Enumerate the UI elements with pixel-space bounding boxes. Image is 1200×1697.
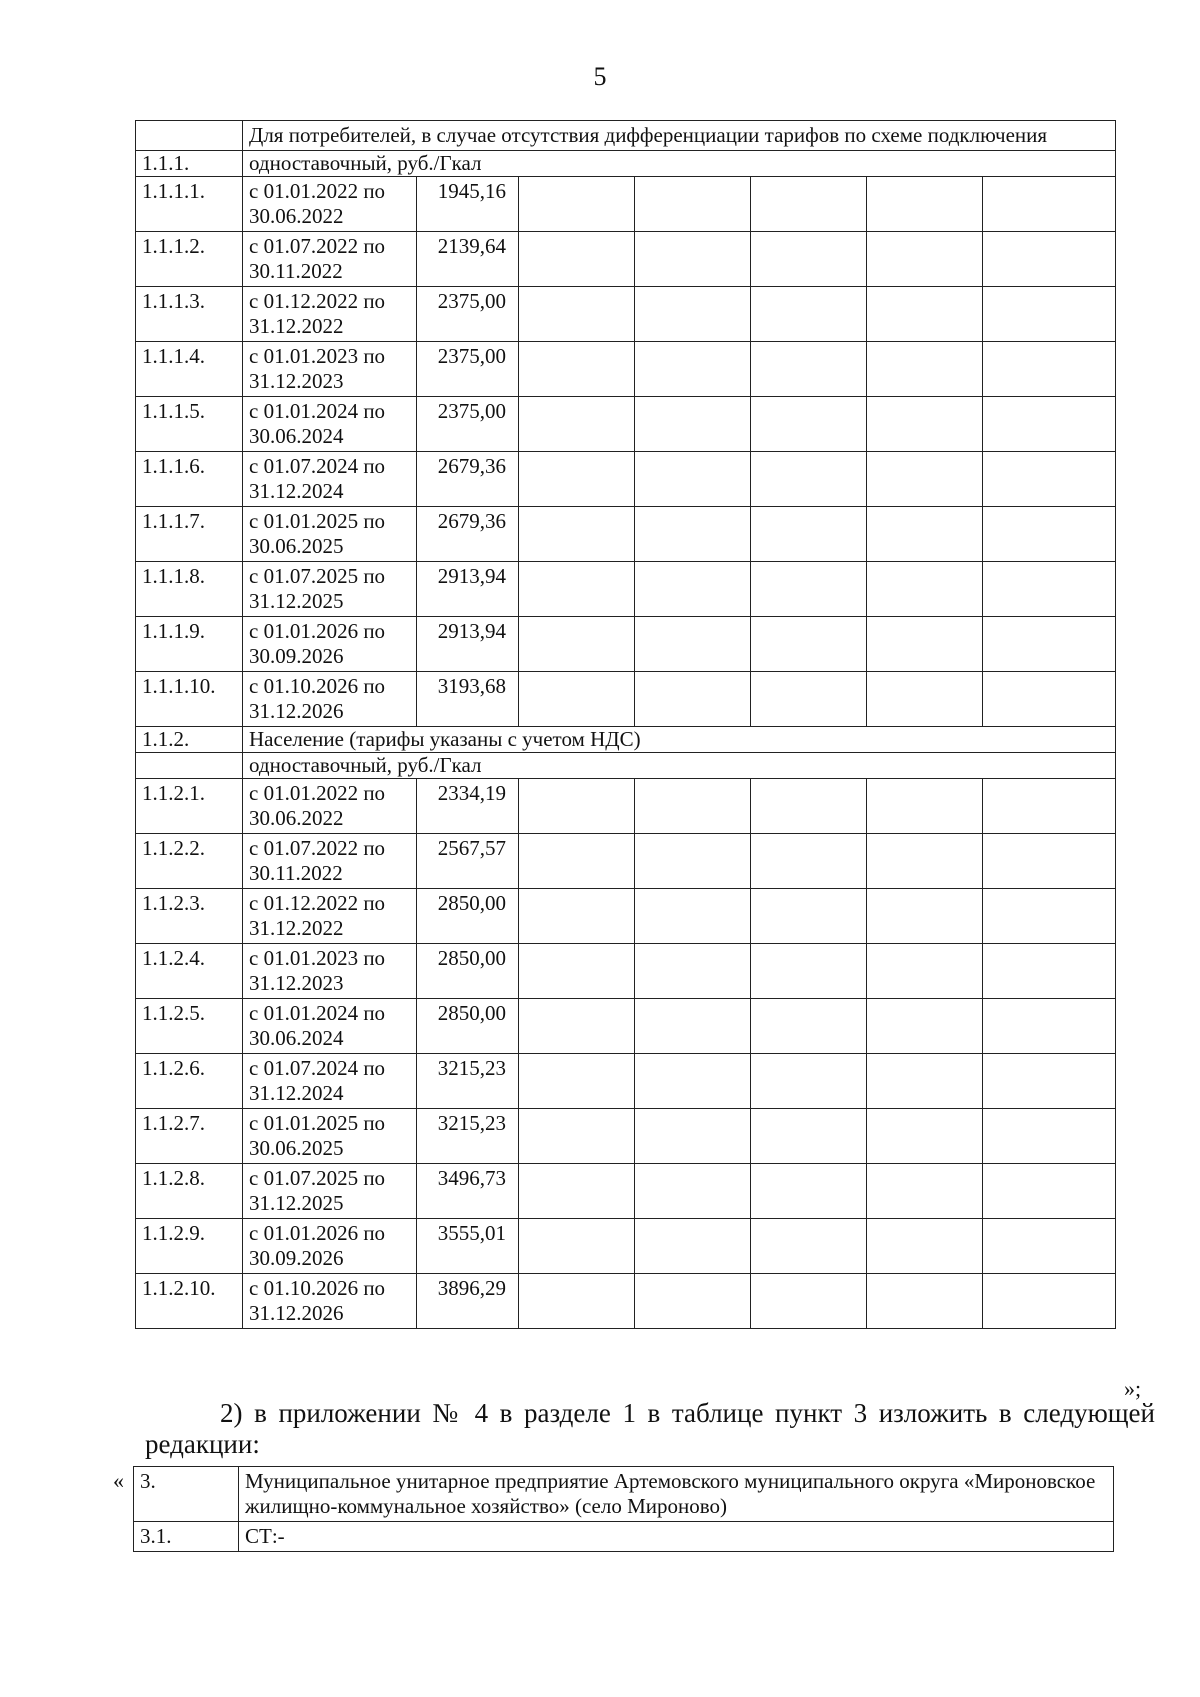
row-label: одноставочный, руб./Гкал	[243, 753, 1116, 779]
table-row	[136, 999, 1116, 1054]
row-value: 3215,23	[417, 1109, 519, 1164]
row-value: 2679,36	[417, 507, 519, 562]
empty-cell	[983, 834, 1116, 889]
empty-cell	[635, 889, 751, 944]
row-code: 1.1.2.8.	[136, 1164, 243, 1219]
empty-cell	[751, 999, 867, 1054]
row-value: 3193,68	[417, 672, 519, 727]
empty-cell	[983, 889, 1116, 944]
row-period: с 01.10.2026 по 31.12.2026	[243, 672, 417, 727]
row-value: 3215,23	[417, 1054, 519, 1109]
row-period: с 01.07.2024 по 31.12.2024	[243, 452, 417, 507]
organization-table-body	[134, 1467, 1114, 1552]
empty-cell	[751, 672, 867, 727]
empty-cell	[867, 507, 983, 562]
row-period: с 01.10.2026 по 31.12.2026	[243, 1274, 417, 1329]
table-row	[136, 1219, 1116, 1274]
empty-cell	[519, 779, 635, 834]
row-value: 1945,16	[417, 177, 519, 232]
empty-cell	[519, 562, 635, 617]
empty-cell	[519, 1054, 635, 1109]
empty-cell	[635, 1219, 751, 1274]
empty-cell	[751, 1054, 867, 1109]
organization-table	[133, 1466, 1114, 1552]
empty-cell	[519, 617, 635, 672]
empty-cell	[635, 562, 751, 617]
row-period: с 01.12.2022 по 31.12.2022	[243, 287, 417, 342]
row-code: 1.1.1.8.	[136, 562, 243, 617]
opening-quote: «	[113, 1468, 124, 1493]
empty-cell	[635, 944, 751, 999]
empty-cell	[635, 177, 751, 232]
row-code: 1.1.2.4.	[136, 944, 243, 999]
row-code: 1.1.1.9.	[136, 617, 243, 672]
empty-cell	[983, 452, 1116, 507]
row-period: с 01.01.2023 по 31.12.2023	[243, 944, 417, 999]
empty-cell	[635, 507, 751, 562]
org-code: 3.1.	[134, 1522, 239, 1552]
tariff-table	[135, 120, 1116, 1329]
row-period: с 01.12.2022 по 31.12.2022	[243, 889, 417, 944]
table-row	[136, 672, 1116, 727]
row-period: с 01.01.2022 по 30.06.2022	[243, 177, 417, 232]
row-value: 2375,00	[417, 287, 519, 342]
row-code: 1.1.1.2.	[136, 232, 243, 287]
table-row	[136, 617, 1116, 672]
empty-cell	[867, 617, 983, 672]
empty-cell	[635, 672, 751, 727]
empty-cell	[635, 232, 751, 287]
row-value: 2913,94	[417, 562, 519, 617]
empty-cell	[751, 1109, 867, 1164]
empty-cell	[635, 1164, 751, 1219]
empty-cell	[519, 452, 635, 507]
page-number: 5	[593, 62, 607, 91]
empty-cell	[635, 999, 751, 1054]
row-value: 2375,00	[417, 397, 519, 452]
row-value: 2850,00	[417, 944, 519, 999]
empty-cell	[867, 287, 983, 342]
row-value: 2375,00	[417, 342, 519, 397]
row-code: 1.1.2.3.	[136, 889, 243, 944]
row-code: 1.1.1.10.	[136, 672, 243, 727]
empty-cell	[751, 177, 867, 232]
empty-cell	[751, 562, 867, 617]
empty-cell	[635, 834, 751, 889]
empty-cell	[519, 1219, 635, 1274]
empty-cell	[983, 177, 1116, 232]
row-period: с 01.07.2024 по 31.12.2024	[243, 1054, 417, 1109]
empty-cell	[519, 397, 635, 452]
empty-cell	[867, 342, 983, 397]
empty-cell	[983, 617, 1116, 672]
row-code: 1.1.1.3.	[136, 287, 243, 342]
empty-cell	[983, 1219, 1116, 1274]
section-row	[136, 151, 1116, 177]
table-row	[136, 177, 1116, 232]
row-code: 1.1.1.4.	[136, 342, 243, 397]
empty-cell	[635, 1274, 751, 1329]
empty-cell	[867, 177, 983, 232]
table-row	[136, 507, 1116, 562]
table-row	[136, 232, 1116, 287]
empty-cell	[635, 1109, 751, 1164]
row-value: 3496,73	[417, 1164, 519, 1219]
empty-cell	[867, 1164, 983, 1219]
row-value: 2334,19	[417, 779, 519, 834]
empty-cell	[867, 562, 983, 617]
empty-cell	[519, 834, 635, 889]
empty-cell	[983, 1274, 1116, 1329]
empty-cell	[751, 944, 867, 999]
empty-cell	[519, 999, 635, 1054]
empty-cell	[867, 779, 983, 834]
empty-cell	[867, 944, 983, 999]
org-text: Муниципальное унитарное предприятие Артемовского муниципального округа «Мироновское жилищно-коммунальное хозяйство» (село Мироново)	[239, 1467, 1114, 1522]
header-text: Для потребителей, в случае отсутствия дифференциации тарифов по схеме подключения	[243, 121, 1116, 151]
row-period: с 01.01.2022 по 30.06.2022	[243, 779, 417, 834]
row-label: одноставочный, руб./Гкал	[243, 151, 1116, 177]
empty-cell	[867, 1274, 983, 1329]
row-value: 2679,36	[417, 452, 519, 507]
row-code: 1.1.2.	[136, 727, 243, 753]
empty-cell	[751, 889, 867, 944]
table-row	[136, 452, 1116, 507]
header-code-cell	[136, 121, 243, 151]
empty-cell	[983, 1109, 1116, 1164]
empty-cell	[519, 342, 635, 397]
empty-cell	[519, 672, 635, 727]
empty-cell	[519, 232, 635, 287]
empty-cell	[867, 397, 983, 452]
empty-cell	[519, 1109, 635, 1164]
row-period: с 01.07.2022 по 30.11.2022	[243, 232, 417, 287]
row-code: 1.1.2.2.	[136, 834, 243, 889]
empty-cell	[635, 397, 751, 452]
tariff-table-body	[136, 121, 1116, 1329]
empty-cell	[983, 232, 1116, 287]
row-code: 1.1.2.1.	[136, 779, 243, 834]
row-period: с 01.01.2024 по 30.06.2024	[243, 397, 417, 452]
empty-cell	[751, 287, 867, 342]
empty-cell	[751, 507, 867, 562]
empty-cell	[519, 177, 635, 232]
empty-cell	[751, 1164, 867, 1219]
row-period: с 01.01.2025 по 30.06.2025	[243, 507, 417, 562]
empty-cell	[751, 232, 867, 287]
table-row	[136, 834, 1116, 889]
org-row	[134, 1467, 1114, 1522]
empty-cell	[751, 1274, 867, 1329]
empty-cell	[983, 999, 1116, 1054]
empty-cell	[983, 944, 1116, 999]
empty-cell	[983, 562, 1116, 617]
empty-cell	[635, 342, 751, 397]
empty-cell	[519, 1164, 635, 1219]
empty-cell	[867, 999, 983, 1054]
empty-cell	[867, 889, 983, 944]
table-row	[136, 1109, 1116, 1164]
empty-cell	[983, 342, 1116, 397]
empty-cell	[519, 1274, 635, 1329]
empty-cell	[867, 834, 983, 889]
table-row	[136, 1054, 1116, 1109]
row-label: Население (тарифы указаны с учетом НДС)	[243, 727, 1116, 753]
row-code: 1.1.2.5.	[136, 999, 243, 1054]
empty-cell	[983, 287, 1116, 342]
row-value: 2139,64	[417, 232, 519, 287]
empty-cell	[635, 1054, 751, 1109]
empty-cell	[867, 1054, 983, 1109]
closing-quote: »;	[1124, 1376, 1142, 1401]
row-code: 1.1.2.10.	[136, 1274, 243, 1329]
table-row	[136, 1164, 1116, 1219]
empty-cell	[751, 397, 867, 452]
table-row	[136, 397, 1116, 452]
empty-cell	[635, 779, 751, 834]
empty-cell	[635, 617, 751, 672]
table-row	[136, 1274, 1116, 1329]
row-value: 3896,29	[417, 1274, 519, 1329]
empty-cell	[751, 834, 867, 889]
row-value: 2567,57	[417, 834, 519, 889]
org-text: СТ:-	[239, 1522, 1114, 1552]
table-row	[136, 779, 1116, 834]
row-period: с 01.01.2023 по 31.12.2023	[243, 342, 417, 397]
org-code: 3.	[134, 1467, 239, 1522]
table-row	[136, 287, 1116, 342]
table-row	[136, 342, 1116, 397]
empty-cell	[983, 507, 1116, 562]
row-code: 1.1.2.9.	[136, 1219, 243, 1274]
row-value: 2913,94	[417, 617, 519, 672]
row-period: с 01.07.2025 по 31.12.2025	[243, 562, 417, 617]
empty-cell	[519, 944, 635, 999]
row-period: с 01.01.2024 по 30.06.2024	[243, 999, 417, 1054]
empty-cell	[983, 1164, 1116, 1219]
empty-cell	[751, 617, 867, 672]
empty-cell	[519, 889, 635, 944]
empty-cell	[867, 232, 983, 287]
table-row	[136, 944, 1116, 999]
empty-cell	[751, 779, 867, 834]
row-value: 2850,00	[417, 889, 519, 944]
empty-cell	[635, 287, 751, 342]
row-period: с 01.07.2022 по 30.11.2022	[243, 834, 417, 889]
org-row	[134, 1522, 1114, 1552]
empty-cell	[983, 1054, 1116, 1109]
empty-cell	[635, 452, 751, 507]
row-code: 1.1.2.6.	[136, 1054, 243, 1109]
empty-cell	[751, 1219, 867, 1274]
row-code: 1.1.1.7.	[136, 507, 243, 562]
row-period: с 01.07.2025 по 31.12.2025	[243, 1164, 417, 1219]
empty-cell	[983, 397, 1116, 452]
row-period: с 01.01.2026 по 30.09.2026	[243, 1219, 417, 1274]
subsection-row	[136, 753, 1116, 779]
row-code: 1.1.1.5.	[136, 397, 243, 452]
empty-cell	[519, 507, 635, 562]
section-row	[136, 727, 1116, 753]
empty-cell	[519, 287, 635, 342]
row-code: 1.1.2.7.	[136, 1109, 243, 1164]
table-row	[136, 562, 1116, 617]
empty-cell	[867, 452, 983, 507]
empty-cell	[751, 342, 867, 397]
row-code: 1.1.1.	[136, 151, 243, 177]
instruction-paragraph: 2) в приложении № 4 в разделе 1 в таблице пункт 3 изложить в следующей редакции:	[145, 1398, 1155, 1459]
row-value: 2850,00	[417, 999, 519, 1054]
row-code: 1.1.1.1.	[136, 177, 243, 232]
empty-cell	[983, 672, 1116, 727]
row-period: с 01.01.2026 по 30.09.2026	[243, 617, 417, 672]
row-code	[136, 753, 243, 779]
table-row	[136, 889, 1116, 944]
empty-cell	[867, 1109, 983, 1164]
row-period: с 01.01.2025 по 30.06.2025	[243, 1109, 417, 1164]
row-code: 1.1.1.6.	[136, 452, 243, 507]
header-row	[136, 121, 1116, 151]
empty-cell	[867, 1219, 983, 1274]
empty-cell	[867, 672, 983, 727]
empty-cell	[751, 452, 867, 507]
empty-cell	[983, 779, 1116, 834]
row-value: 3555,01	[417, 1219, 519, 1274]
